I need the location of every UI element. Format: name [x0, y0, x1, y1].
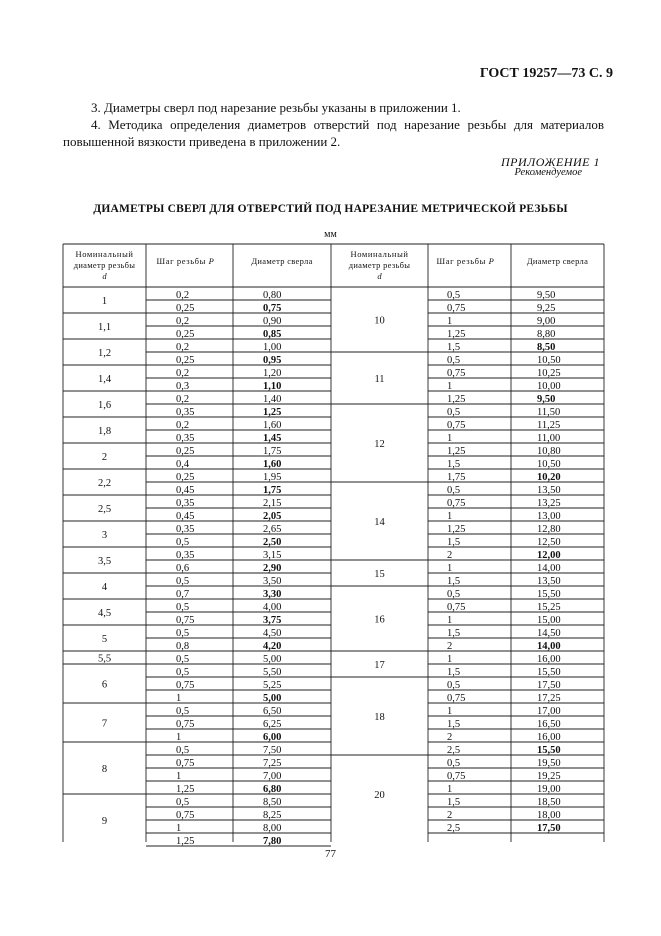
- pitch-value: 0,5: [447, 680, 461, 691]
- pitch-value: 1: [447, 316, 453, 327]
- pitch-value: 0,75: [447, 771, 466, 782]
- drill-diameter-value: 9,50: [537, 394, 556, 405]
- drill-diameter-value: 14,50: [537, 628, 561, 639]
- drill-diameter-value: 2,15: [263, 498, 282, 509]
- pitch-value: 0,5: [176, 602, 190, 613]
- paragraph-4: 4. Методика определения диаметров отверстий под нарезание резьбы для материалов повышенной вязкости приведена в приложении 2.: [63, 117, 604, 149]
- drill-diameter-value: 7,25: [263, 758, 282, 769]
- drill-diameter-value: 2,90: [263, 563, 282, 574]
- pitch-value: 0,6: [176, 563, 190, 574]
- pitch-value: 1,5: [447, 342, 461, 353]
- pitch-value: 0,75: [447, 498, 466, 509]
- pitch-value: 1,5: [447, 628, 461, 639]
- drill-diameter-value: 17,25: [537, 693, 561, 704]
- pitch-value: 2,5: [447, 745, 461, 756]
- pitch-value: 0,35: [176, 407, 195, 418]
- drill-diameter-value: 19,25: [537, 771, 561, 782]
- nominal-diameter-value: 5: [101, 634, 108, 645]
- drill-diameter-value: 14,00: [537, 641, 561, 652]
- pitch-value: 0,75: [176, 615, 195, 626]
- pitch-value: 1: [447, 433, 453, 444]
- pitch-value: 0,8: [176, 641, 190, 652]
- pitch-value: 1: [447, 381, 453, 392]
- nominal-diameter-value: 12: [374, 439, 385, 450]
- drill-diameter-value: 12,00: [537, 550, 561, 561]
- pitch-value: 0,75: [176, 810, 195, 821]
- pitch-value: 0,7: [176, 589, 190, 600]
- drill-diameter-value: 5,50: [263, 667, 282, 678]
- pitch-value: 1: [447, 615, 453, 626]
- header-nominal-diameter: диаметр резьбы: [73, 260, 136, 270]
- nominal-diameter-value: 18: [374, 712, 385, 723]
- pitch-value: 0,45: [176, 511, 195, 522]
- pitch-value: 1,5: [447, 459, 461, 470]
- drill-diameter-value: 10,80: [537, 446, 561, 457]
- nominal-diameter-value: 5,5: [97, 653, 112, 665]
- drill-diameter-value: 13,50: [537, 485, 561, 496]
- drill-diameter-value: 0,80: [263, 290, 282, 301]
- page-header: ГОСТ 19257—73 С. 9: [479, 66, 613, 81]
- unit-label: мм: [324, 229, 337, 240]
- pitch-value: 0,75: [176, 680, 195, 691]
- nominal-diameter-value: 4: [101, 582, 108, 593]
- drill-diameter-value: 3,30: [263, 589, 282, 600]
- pitch-value: 0,2: [176, 290, 190, 301]
- drill-diameter-value: 11,50: [537, 407, 561, 418]
- drill-diameter-value: 4,20: [263, 641, 282, 652]
- pitch-value: 0,75: [176, 719, 195, 730]
- drill-diameter-value: 3,50: [263, 576, 282, 587]
- pitch-value: 0,75: [447, 368, 466, 379]
- header-pitch: Шаг резьбы P: [156, 256, 215, 266]
- drill-diameter-value: 8,80: [537, 329, 556, 340]
- pitch-value: 2: [447, 550, 453, 561]
- pitch-value: 1,75: [447, 472, 466, 483]
- appendix-label: ПРИЛОЖЕНИЕ 1: [501, 155, 600, 169]
- pitch-value: 0,75: [447, 693, 466, 704]
- pitch-value: 1: [447, 784, 453, 795]
- drill-diameter-value: 4,50: [263, 628, 282, 639]
- drill-diameter-value: 6,50: [263, 706, 282, 717]
- pitch-value: 0,5: [447, 290, 461, 301]
- pitch-value: 1,5: [447, 667, 461, 678]
- drill-diameter-value: 0,85: [263, 329, 282, 340]
- pitch-value: 1,25: [447, 394, 466, 405]
- drill-diameter-value: 9,50: [537, 290, 556, 301]
- pitch-value: 0,25: [176, 329, 195, 340]
- pitch-value: 0,5: [447, 589, 461, 600]
- drill-diameter-value: 1,00: [263, 342, 282, 353]
- drill-diameter-value: 3,75: [263, 615, 282, 626]
- drill-diameter-value: 5,00: [263, 693, 282, 704]
- drill-diameter-value: 0,95: [263, 355, 282, 366]
- pitch-value: 0,25: [176, 446, 195, 457]
- drill-diameter-value: 1,75: [263, 446, 282, 457]
- drill-diameter-value: 8,00: [263, 823, 282, 834]
- pitch-value: 2: [447, 732, 453, 743]
- pitch-value: 0,35: [176, 498, 195, 509]
- drill-diameter-value: 9,00: [537, 316, 556, 327]
- drill-diameter-value: 9,25: [537, 303, 556, 314]
- pitch-value: 0,35: [176, 524, 195, 535]
- drill-diameter-value: 19,50: [537, 758, 561, 769]
- nominal-diameter-value: 3: [101, 530, 108, 541]
- header-nominal-diameter: Номинальный: [75, 249, 134, 259]
- nominal-diameter-value: 2: [101, 452, 108, 463]
- nominal-diameter-value: 2,5: [97, 504, 112, 515]
- drill-diameter-value: 1,10: [263, 381, 282, 392]
- drill-diameter-value: 18,50: [537, 797, 561, 808]
- drill-diameter-value: 13,25: [537, 498, 561, 509]
- drill-diameter-value: 6,80: [263, 784, 282, 795]
- drill-diameter-value: 17,50: [537, 823, 561, 834]
- pitch-value: 0,5: [447, 485, 461, 496]
- header-nominal-diameter-symbol: d: [102, 271, 107, 281]
- pitch-value: 0,5: [176, 654, 190, 665]
- drill-diameter-value: 0,75: [263, 303, 282, 314]
- drill-diameter-value: 15,50: [537, 667, 561, 678]
- drill-diameter-value: 3,15: [263, 550, 282, 561]
- pitch-value: 1,25: [176, 836, 195, 847]
- drill-diameter-value: 16,50: [537, 719, 561, 730]
- pitch-value: 0,5: [447, 355, 461, 366]
- drill-diameter-value: 19,00: [537, 784, 561, 795]
- pitch-value: 0,2: [176, 316, 190, 327]
- pitch-value: 2: [447, 641, 453, 652]
- pitch-value: 0,5: [176, 745, 190, 756]
- nominal-diameter-value: 9: [101, 816, 108, 827]
- nominal-diameter-value: 15: [374, 569, 385, 580]
- drill-diameter-value: 16,00: [537, 654, 561, 665]
- nominal-diameter-value: 10: [374, 315, 385, 327]
- pitch-value: 1: [176, 732, 182, 743]
- drill-diameter-value: 8,50: [263, 797, 282, 808]
- pitch-value: 1: [447, 654, 453, 665]
- drill-diameter-value: 11,00: [537, 433, 561, 444]
- header-nominal-diameter: диаметр резьбы: [348, 260, 411, 270]
- appendix-status: Рекомендуемое: [514, 167, 582, 178]
- pitch-value: 0,5: [447, 407, 461, 418]
- nominal-diameter-value: 17: [374, 660, 385, 671]
- pitch-value: 0,25: [176, 303, 195, 314]
- header-pitch-symbol: P: [208, 256, 215, 266]
- nominal-diameter-value: 20: [374, 790, 385, 801]
- drill-diameter-value: 2,50: [263, 537, 282, 548]
- drill-diameter-value: 15,50: [537, 589, 561, 600]
- nominal-diameter-value: 16: [374, 614, 385, 626]
- pitch-value: 0,5: [176, 797, 190, 808]
- drill-diameter-value: 13,50: [537, 576, 561, 587]
- pitch-value: 1,25: [447, 329, 466, 340]
- nominal-diameter-value: 1,2: [97, 348, 112, 359]
- drill-diameter-value: 8,50: [537, 342, 556, 353]
- drill-diameter-value: 1,40: [263, 394, 282, 405]
- drill-diameter-value: 6,00: [263, 732, 282, 743]
- drill-diameter-value: 0,90: [263, 316, 282, 327]
- drill-diameter-value: 10,20: [537, 472, 561, 483]
- drill-diameter-value: 14,00: [537, 563, 561, 574]
- pitch-value: 0,35: [176, 433, 195, 444]
- header-drill-diameter: Диаметр сверла: [251, 256, 313, 266]
- header-nominal-diameter: Номинальный: [350, 249, 409, 259]
- pitch-value: 1: [447, 706, 453, 717]
- drill-diameter-value: 1,95: [263, 472, 282, 483]
- drill-diameter-value: 4,00: [263, 602, 282, 613]
- pitch-value: 1: [176, 823, 182, 834]
- pitch-value: 0,4: [176, 459, 190, 470]
- pitch-value: 0,2: [176, 368, 190, 379]
- drill-diameter-value: 1,75: [263, 485, 282, 496]
- drill-diameter-value: 7,50: [263, 745, 282, 756]
- nominal-diameter-value: 1,6: [97, 400, 112, 411]
- pitch-value: 0,5: [447, 758, 461, 769]
- nominal-diameter-value: 6: [101, 679, 108, 691]
- nominal-diameter-value: 1,4: [97, 374, 112, 385]
- pitch-value: 1,25: [447, 524, 466, 535]
- drill-diameter-value: 15,25: [537, 602, 561, 613]
- drill-diameter-value: 5,00: [263, 654, 282, 665]
- pitch-value: 1,25: [447, 446, 466, 457]
- pitch-value: 1: [176, 693, 182, 704]
- drill-diameter-value: 7,80: [263, 836, 282, 847]
- pitch-value: 0,5: [176, 667, 190, 678]
- pitch-value: 0,35: [176, 550, 195, 561]
- drill-diameter-value: 6,25: [263, 719, 282, 730]
- drill-diameter-value: 8,25: [263, 810, 282, 821]
- pitch-value: 1: [447, 563, 453, 574]
- drill-diameter-value: 1,25: [263, 407, 282, 418]
- drill-diameter-value: 1,60: [263, 420, 282, 431]
- table-title: ДИАМЕТРЫ СВЕРЛ ДЛЯ ОТВЕРСТИЙ ПОД НАРЕЗАНИЕ МЕТРИЧЕСКОЙ РЕЗЬБЫ: [93, 203, 568, 215]
- pitch-value: 0,75: [447, 303, 466, 314]
- nominal-diameter-value: 2,2: [97, 478, 112, 489]
- paragraph-3: 3. Диаметры сверл под нарезание резьбы указаны в приложении 1.: [91, 100, 461, 115]
- nominal-diameter-value: 4,5: [97, 608, 112, 619]
- nominal-diameter-value: 1,1: [97, 322, 112, 333]
- drill-diameter-value: 10,50: [537, 355, 561, 366]
- drill-diameter-value: 12,50: [537, 537, 561, 548]
- drill-diameter-value: 1,60: [263, 459, 282, 470]
- pitch-value: 1,5: [447, 537, 461, 548]
- header-drill-diameter: Диаметр сверла: [526, 256, 589, 266]
- drill-diameter-value: 16,00: [537, 732, 561, 743]
- nominal-diameter-value: 1,8: [97, 426, 112, 437]
- drill-diameter-value: 17,00: [537, 706, 561, 717]
- header-pitch-symbol: P: [488, 256, 495, 266]
- pitch-value: 1,5: [447, 719, 461, 730]
- pitch-value: 0,75: [447, 420, 466, 431]
- nominal-diameter-value: 3,5: [97, 556, 112, 567]
- pitch-value: 0,5: [176, 576, 190, 587]
- drill-diameter-value: 10,50: [537, 459, 561, 470]
- pitch-value: 2: [447, 810, 453, 821]
- drill-diameter-value: 15,00: [537, 615, 561, 626]
- pitch-value: 0,45: [176, 485, 195, 496]
- pitch-value: 0,25: [176, 355, 195, 366]
- pitch-value: 2,5: [447, 823, 461, 834]
- pitch-value: 1,25: [176, 784, 195, 795]
- drill-diameter-value: 10,00: [537, 381, 561, 392]
- pitch-value: 0,75: [176, 758, 195, 769]
- pitch-value: 0,3: [176, 381, 190, 392]
- nominal-diameter-value: 1: [101, 296, 108, 307]
- drill-diameter-value: 5,25: [263, 680, 282, 691]
- page-number: 77: [325, 848, 336, 860]
- header-nominal-diameter-symbol: d: [377, 271, 382, 281]
- pitch-value: 1: [176, 771, 182, 782]
- pitch-value: 0,75: [447, 602, 466, 613]
- pitch-value: 0,2: [176, 420, 190, 431]
- pitch-value: 1: [447, 511, 453, 522]
- pitch-value: 1,5: [447, 576, 461, 587]
- drill-diameter-value: 15,50: [537, 745, 561, 756]
- pitch-value: 1,5: [447, 797, 461, 808]
- drill-diameter-value: 2,05: [263, 511, 282, 522]
- pitch-value: 0,5: [176, 706, 190, 717]
- drill-diameter-value: 7,00: [263, 771, 282, 782]
- pitch-value: 0,5: [176, 628, 190, 639]
- drill-diameter-value: 10,25: [537, 368, 561, 379]
- drill-diameter-value: 12,80: [537, 524, 561, 535]
- nominal-diameter-value: 14: [374, 517, 385, 528]
- drill-diameter-value: 17,50: [537, 680, 561, 691]
- pitch-value: 0,2: [176, 394, 190, 405]
- drill-diameter-value: 1,20: [263, 368, 282, 379]
- drill-diameter-value: 18,00: [537, 810, 561, 821]
- nominal-diameter-value: 7: [101, 718, 108, 730]
- header-pitch: Шаг резьбы P: [436, 256, 495, 266]
- nominal-diameter-value: 11: [374, 374, 385, 385]
- drill-diameter-value: 2,65: [263, 524, 282, 535]
- pitch-value: 0,5: [176, 537, 190, 548]
- drill-diameter-value: 1,45: [263, 433, 282, 444]
- drill-diameter-value: 11,25: [537, 420, 561, 431]
- nominal-diameter-value: 8: [101, 764, 108, 775]
- drill-diameter-value: 13,00: [537, 511, 561, 522]
- pitch-value: 0,2: [176, 342, 190, 353]
- pitch-value: 0,25: [176, 472, 195, 483]
